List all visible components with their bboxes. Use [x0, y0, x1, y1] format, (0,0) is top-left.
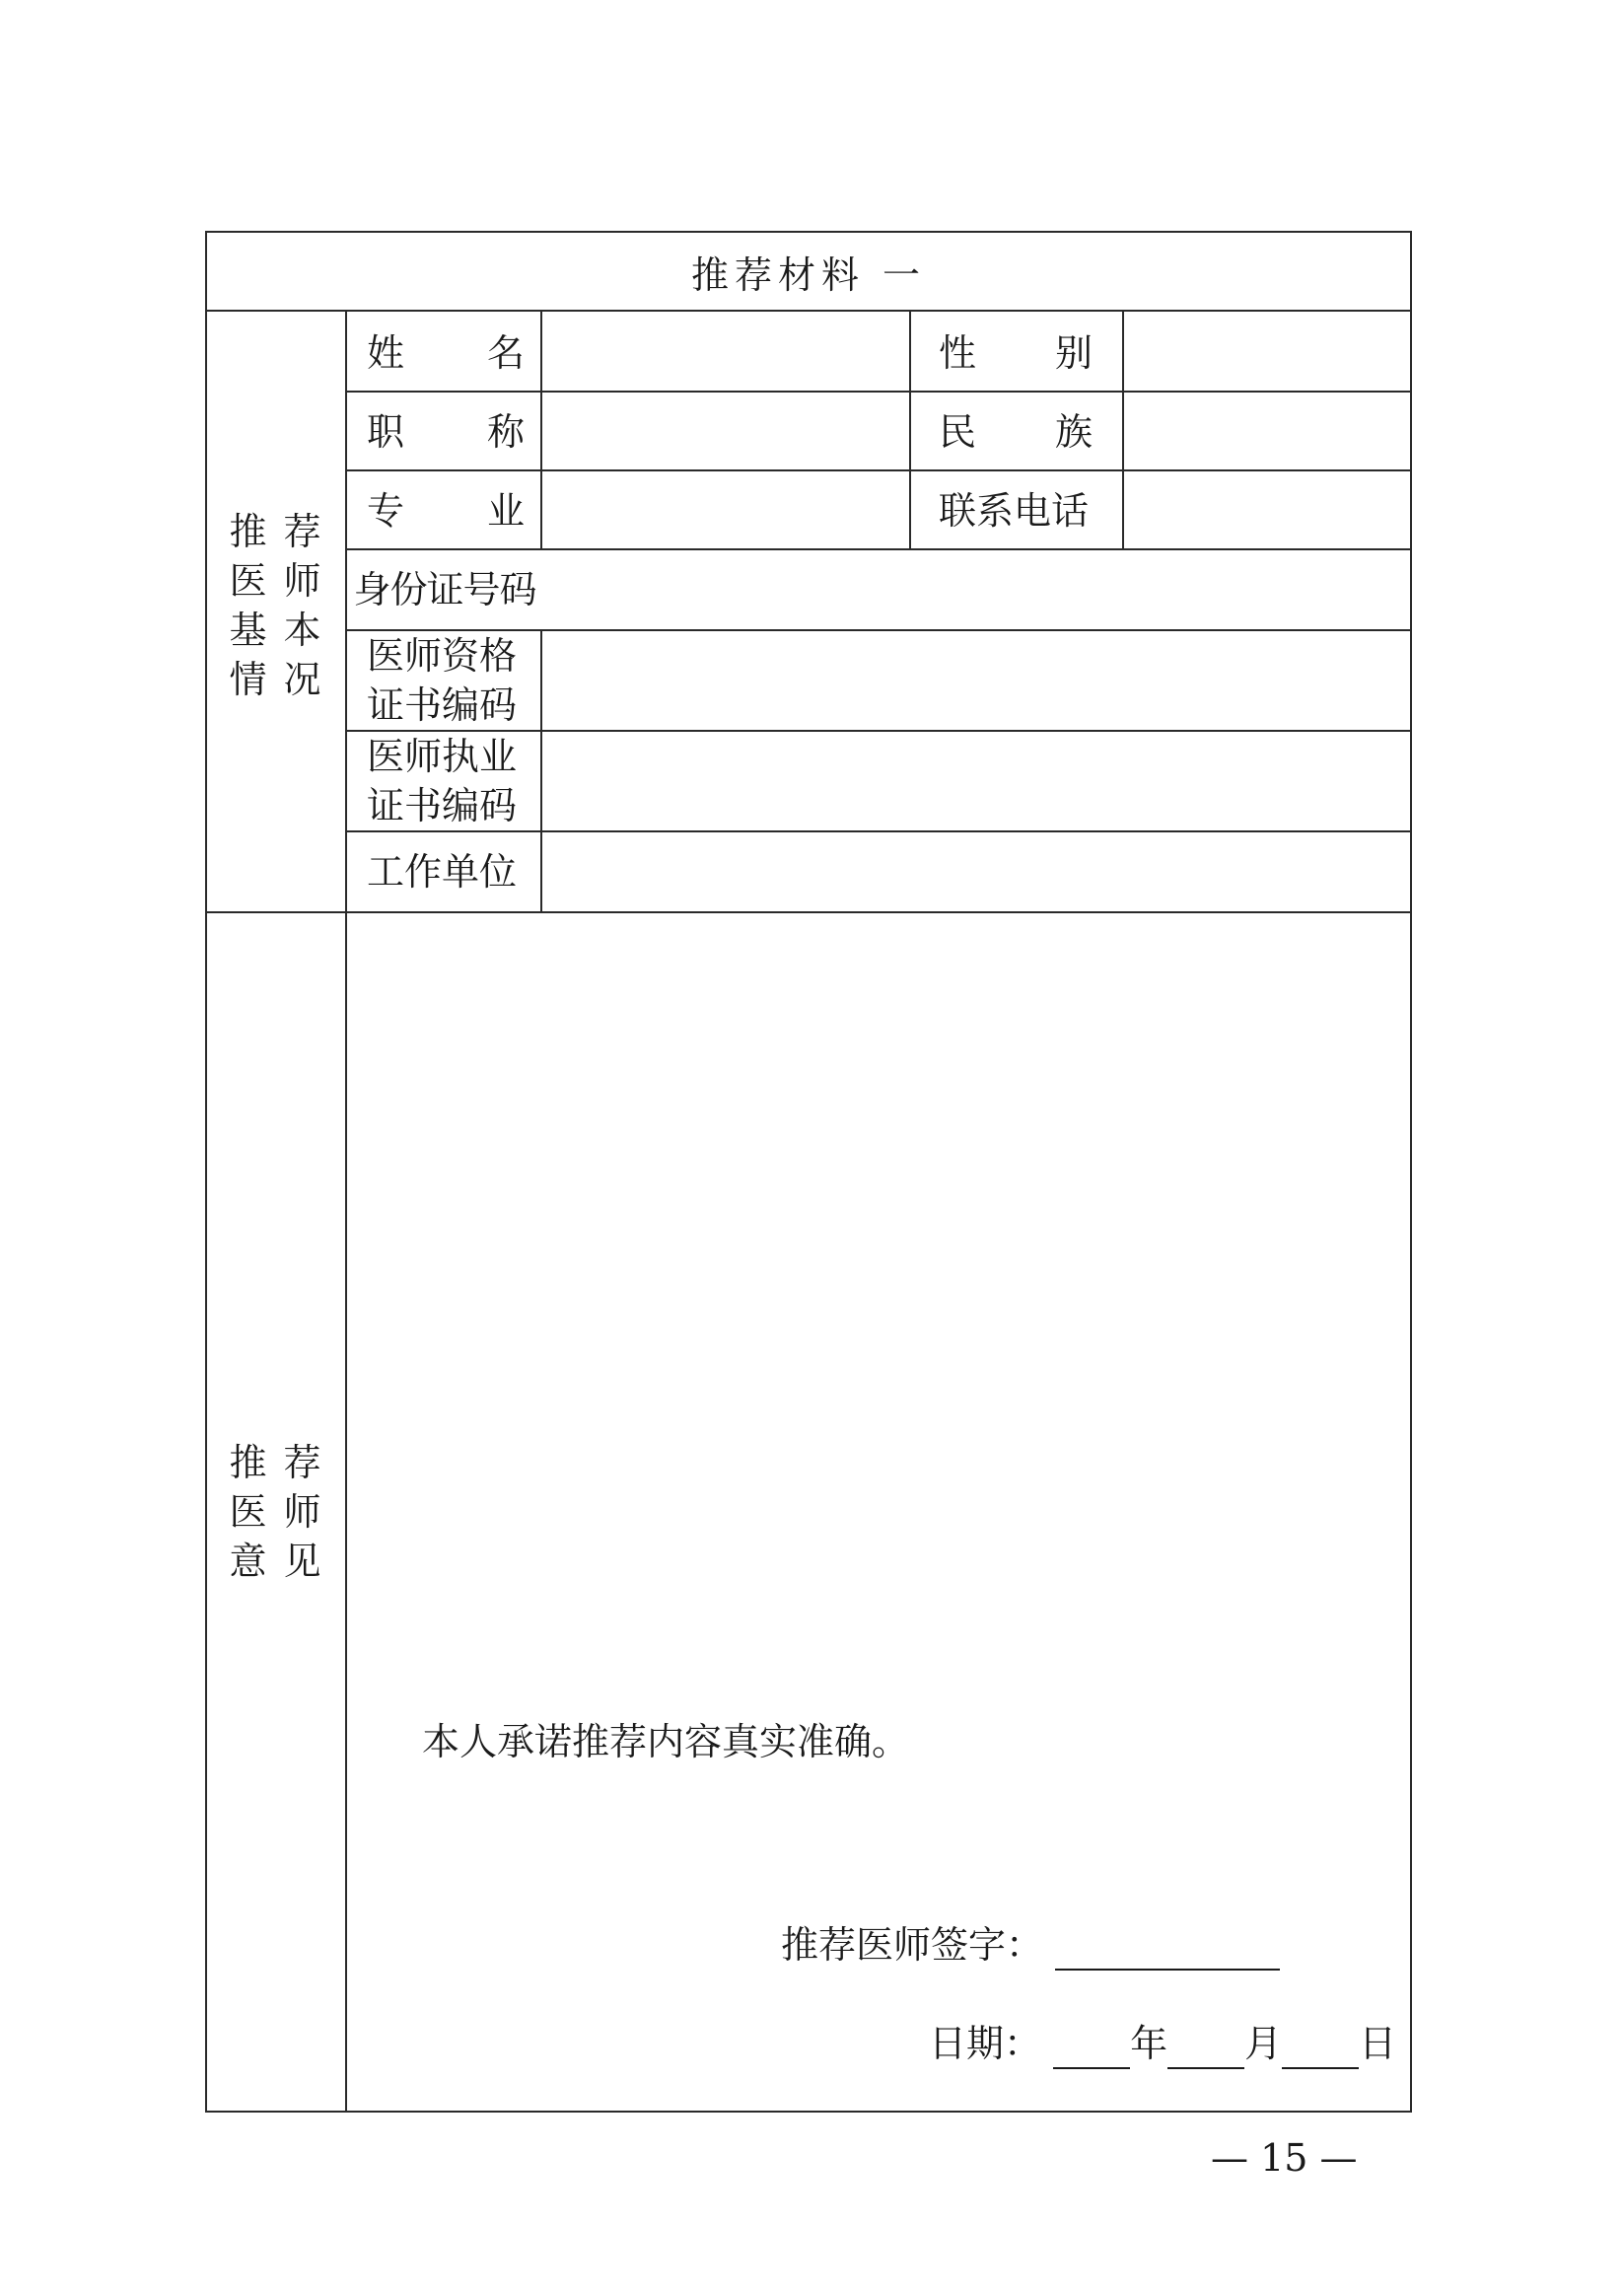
label-char: 本: [283, 609, 321, 652]
label-line: 证书编码: [367, 683, 518, 727]
label-line: 医师执业: [367, 735, 518, 778]
label-qualification-cert: [367, 631, 525, 730]
name-field[interactable]: [544, 312, 907, 389]
label-title: 职 称: [367, 410, 525, 454]
phone-field[interactable]: [1126, 471, 1412, 546]
label-char: 推: [229, 510, 267, 553]
specialty-field[interactable]: [544, 471, 907, 546]
gender-field[interactable]: [1126, 312, 1412, 389]
label-name: 姓 名: [367, 331, 525, 375]
label-phone: 联系电话: [939, 489, 1090, 533]
label-ethnicity: 民 族: [939, 410, 1093, 454]
year-label: 年: [1130, 2022, 1168, 2065]
label-line: 证书编码: [367, 784, 518, 827]
label-char: 荐: [283, 1441, 321, 1484]
recommendation-form: [205, 231, 1412, 2113]
form-title: 推荐材料 一: [690, 252, 927, 297]
day-label: 日: [1359, 2022, 1397, 2065]
section-label-basic-info: [221, 507, 329, 704]
divider: [1122, 310, 1124, 548]
divider: [909, 310, 911, 548]
practice-cert-field[interactable]: [544, 732, 1412, 828]
label-char: 荐: [283, 510, 321, 553]
page-number: — 15 —: [1211, 2136, 1358, 2180]
date-row: [929, 2018, 1396, 2069]
label-char: 师: [283, 1490, 321, 1534]
date-label: 日期：: [929, 2022, 1042, 2065]
workplace-field[interactable]: [544, 832, 1412, 909]
divider: [540, 629, 542, 911]
divider: [345, 310, 347, 2111]
day-field[interactable]: [1282, 2032, 1359, 2069]
label-gender: 性 别: [939, 331, 1093, 375]
divider: [540, 310, 542, 548]
title-field[interactable]: [544, 393, 907, 467]
ethnicity-field[interactable]: [1126, 393, 1412, 467]
signature-field[interactable]: [1055, 1933, 1280, 1971]
label-char: 见: [283, 1540, 321, 1583]
label-id-number: 身份证号码: [353, 568, 536, 611]
divider: [207, 911, 1410, 913]
year-field[interactable]: [1053, 2032, 1130, 2069]
label-char: 基: [229, 609, 267, 652]
label-specialty: 专 业: [367, 489, 525, 533]
signature-row: [781, 1919, 1280, 1971]
label-char: 医: [229, 559, 267, 603]
id-number-field[interactable]: [544, 550, 1412, 627]
label-char: 师: [283, 559, 321, 603]
pledge-text: 本人承诺推荐内容真实准确。: [422, 1720, 910, 1763]
label-char: 况: [283, 658, 321, 701]
label-line: 医师资格: [367, 634, 518, 678]
signature-label: 推荐医师签字：: [781, 1923, 1044, 1967]
month-field[interactable]: [1167, 2032, 1244, 2069]
section-label-opinion: [221, 1438, 329, 1586]
label-char: 意: [229, 1540, 267, 1583]
month-label: 月: [1244, 2022, 1283, 2065]
label-char: 医: [229, 1490, 267, 1534]
label-char: 情: [229, 658, 267, 701]
qualification-cert-field[interactable]: [544, 631, 1412, 728]
label-char: 推: [229, 1441, 267, 1484]
label-practice-cert: [367, 732, 525, 830]
label-workplace: 工作单位: [367, 850, 518, 894]
